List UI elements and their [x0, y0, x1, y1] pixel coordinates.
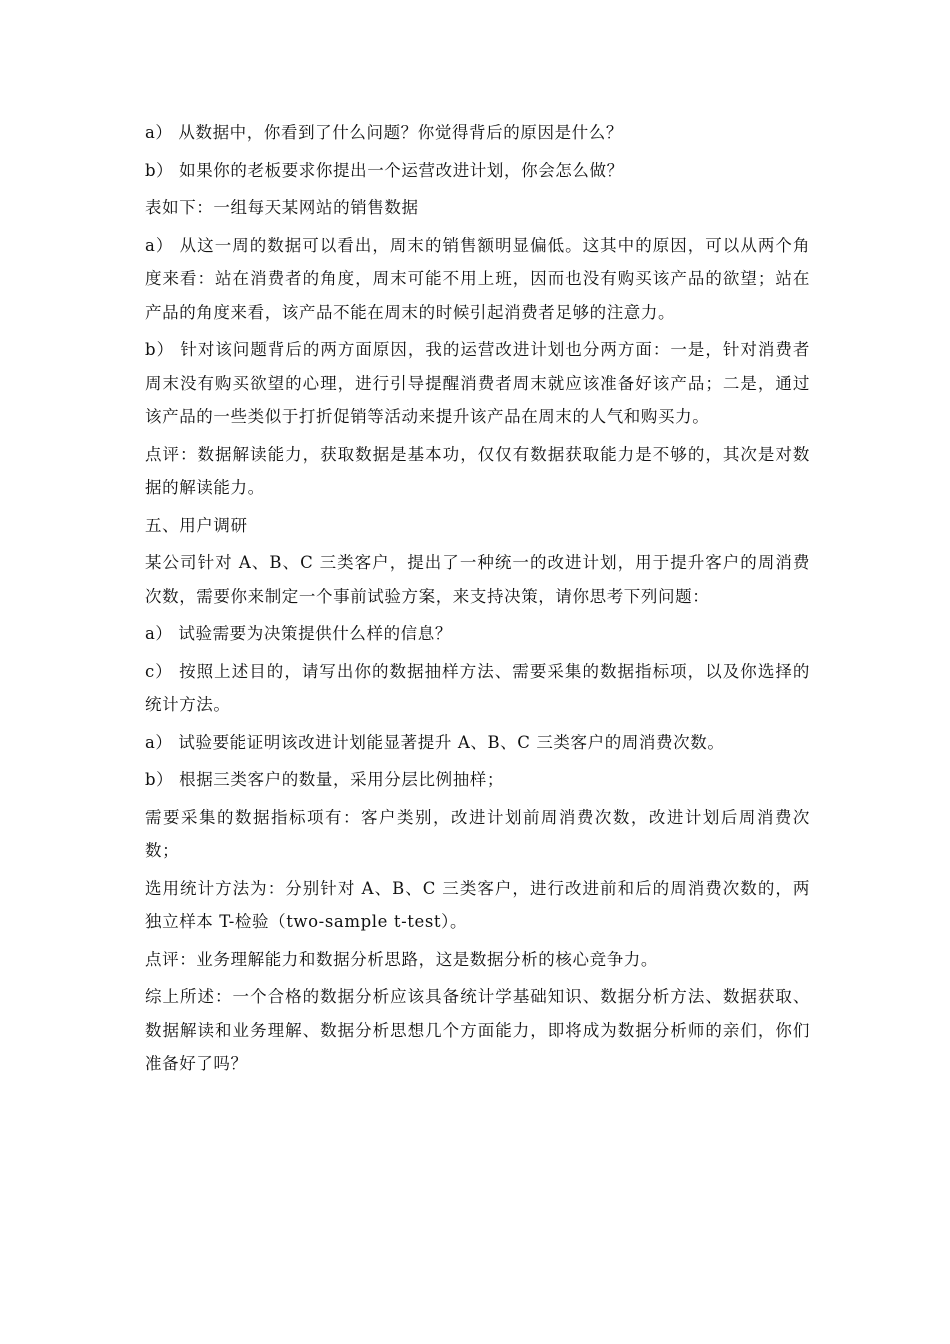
answer-b-text: b） 针对该问题背后的两方面原因，我的运营改进计划也分两方面：一是，针对消费者周末没有购买欲望的心理，进行引导提醒消费者周末就应该准备好该产品；二是，通过该产品的一些类似于打折促销等活动来提升该产品在周末的人气和购买力。: [145, 340, 810, 426]
document-page: [145, 116, 810, 1085]
comment-text: 点评：数据解读能力，获取数据是基本功，仅仅有数据获取能力是不够的，其次是对数据的解读能力。: [145, 444, 810, 497]
comment-2-text: 点评：业务理解能力和数据分析思路，这是数据分析的核心竞争力。: [145, 949, 658, 969]
metrics-text: 需要采集的数据指标项有：客户类别，改进计划前周消费次数，改进计划后周消费次数；: [145, 807, 810, 860]
question-b-text: b） 如果你的老板要求你提出一个运营改进计划，你会怎么做？: [145, 160, 624, 180]
question-a-text: a） 从数据中，你看到了什么问题？你觉得背后的原因是什么？: [145, 123, 623, 142]
survey-answer-b-text: b） 根据三类客户的数量，采用分层比例抽样；: [145, 770, 505, 789]
survey-scenario-text: 某公司针对 A、B、C 三类客户，提出了一种统一的改进计划，用于提升客户的周消费次数，需要你来制定一个事前试验方案，来支持决策，请你思考下列问题：: [145, 553, 810, 606]
survey-answer-a-text: a） 试验要能证明该改进计划能显著提升 A、B、C 三类客户的周消费次数。: [145, 732, 725, 752]
survey-question-a-text: a） 试验需要为决策提供什么样的信息？: [145, 624, 452, 643]
stat-method-text: 选用统计方法为：分别针对 A、B、C 三类客户，进行改进前和后的周消费次数的，两独立样本 T-检验（two-sample t-test）。: [145, 878, 810, 931]
table-intro-text: 表如下：一组每天某网站的销售数据: [145, 198, 419, 217]
summary-text: 综上所述：一个合格的数据分析应该具备统计学基础知识、数据分析方法、数据获取、数据解读和业务理解、数据分析思想几个方面能力，即将成为数据分析师的亲们，你们准备好了吗？: [145, 987, 810, 1073]
section-heading: 五、用户调研: [145, 515, 248, 535]
survey-question-c-text: c） 按照上述目的，请写出你的数据抽样方法、需要采集的数据指标项，以及你选择的统计方法。: [145, 661, 810, 714]
answer-a-text: a） 从这一周的数据可以看出，周末的销售额明显偏低。这其中的原因，可以从两个角度来看：站在消费者的角度，周末可能不用上班，因而也没有购买该产品的欲望；站在产品的角度来看，该产品不能在周末的时候引起消费者足够的注意力。: [145, 235, 810, 322]
